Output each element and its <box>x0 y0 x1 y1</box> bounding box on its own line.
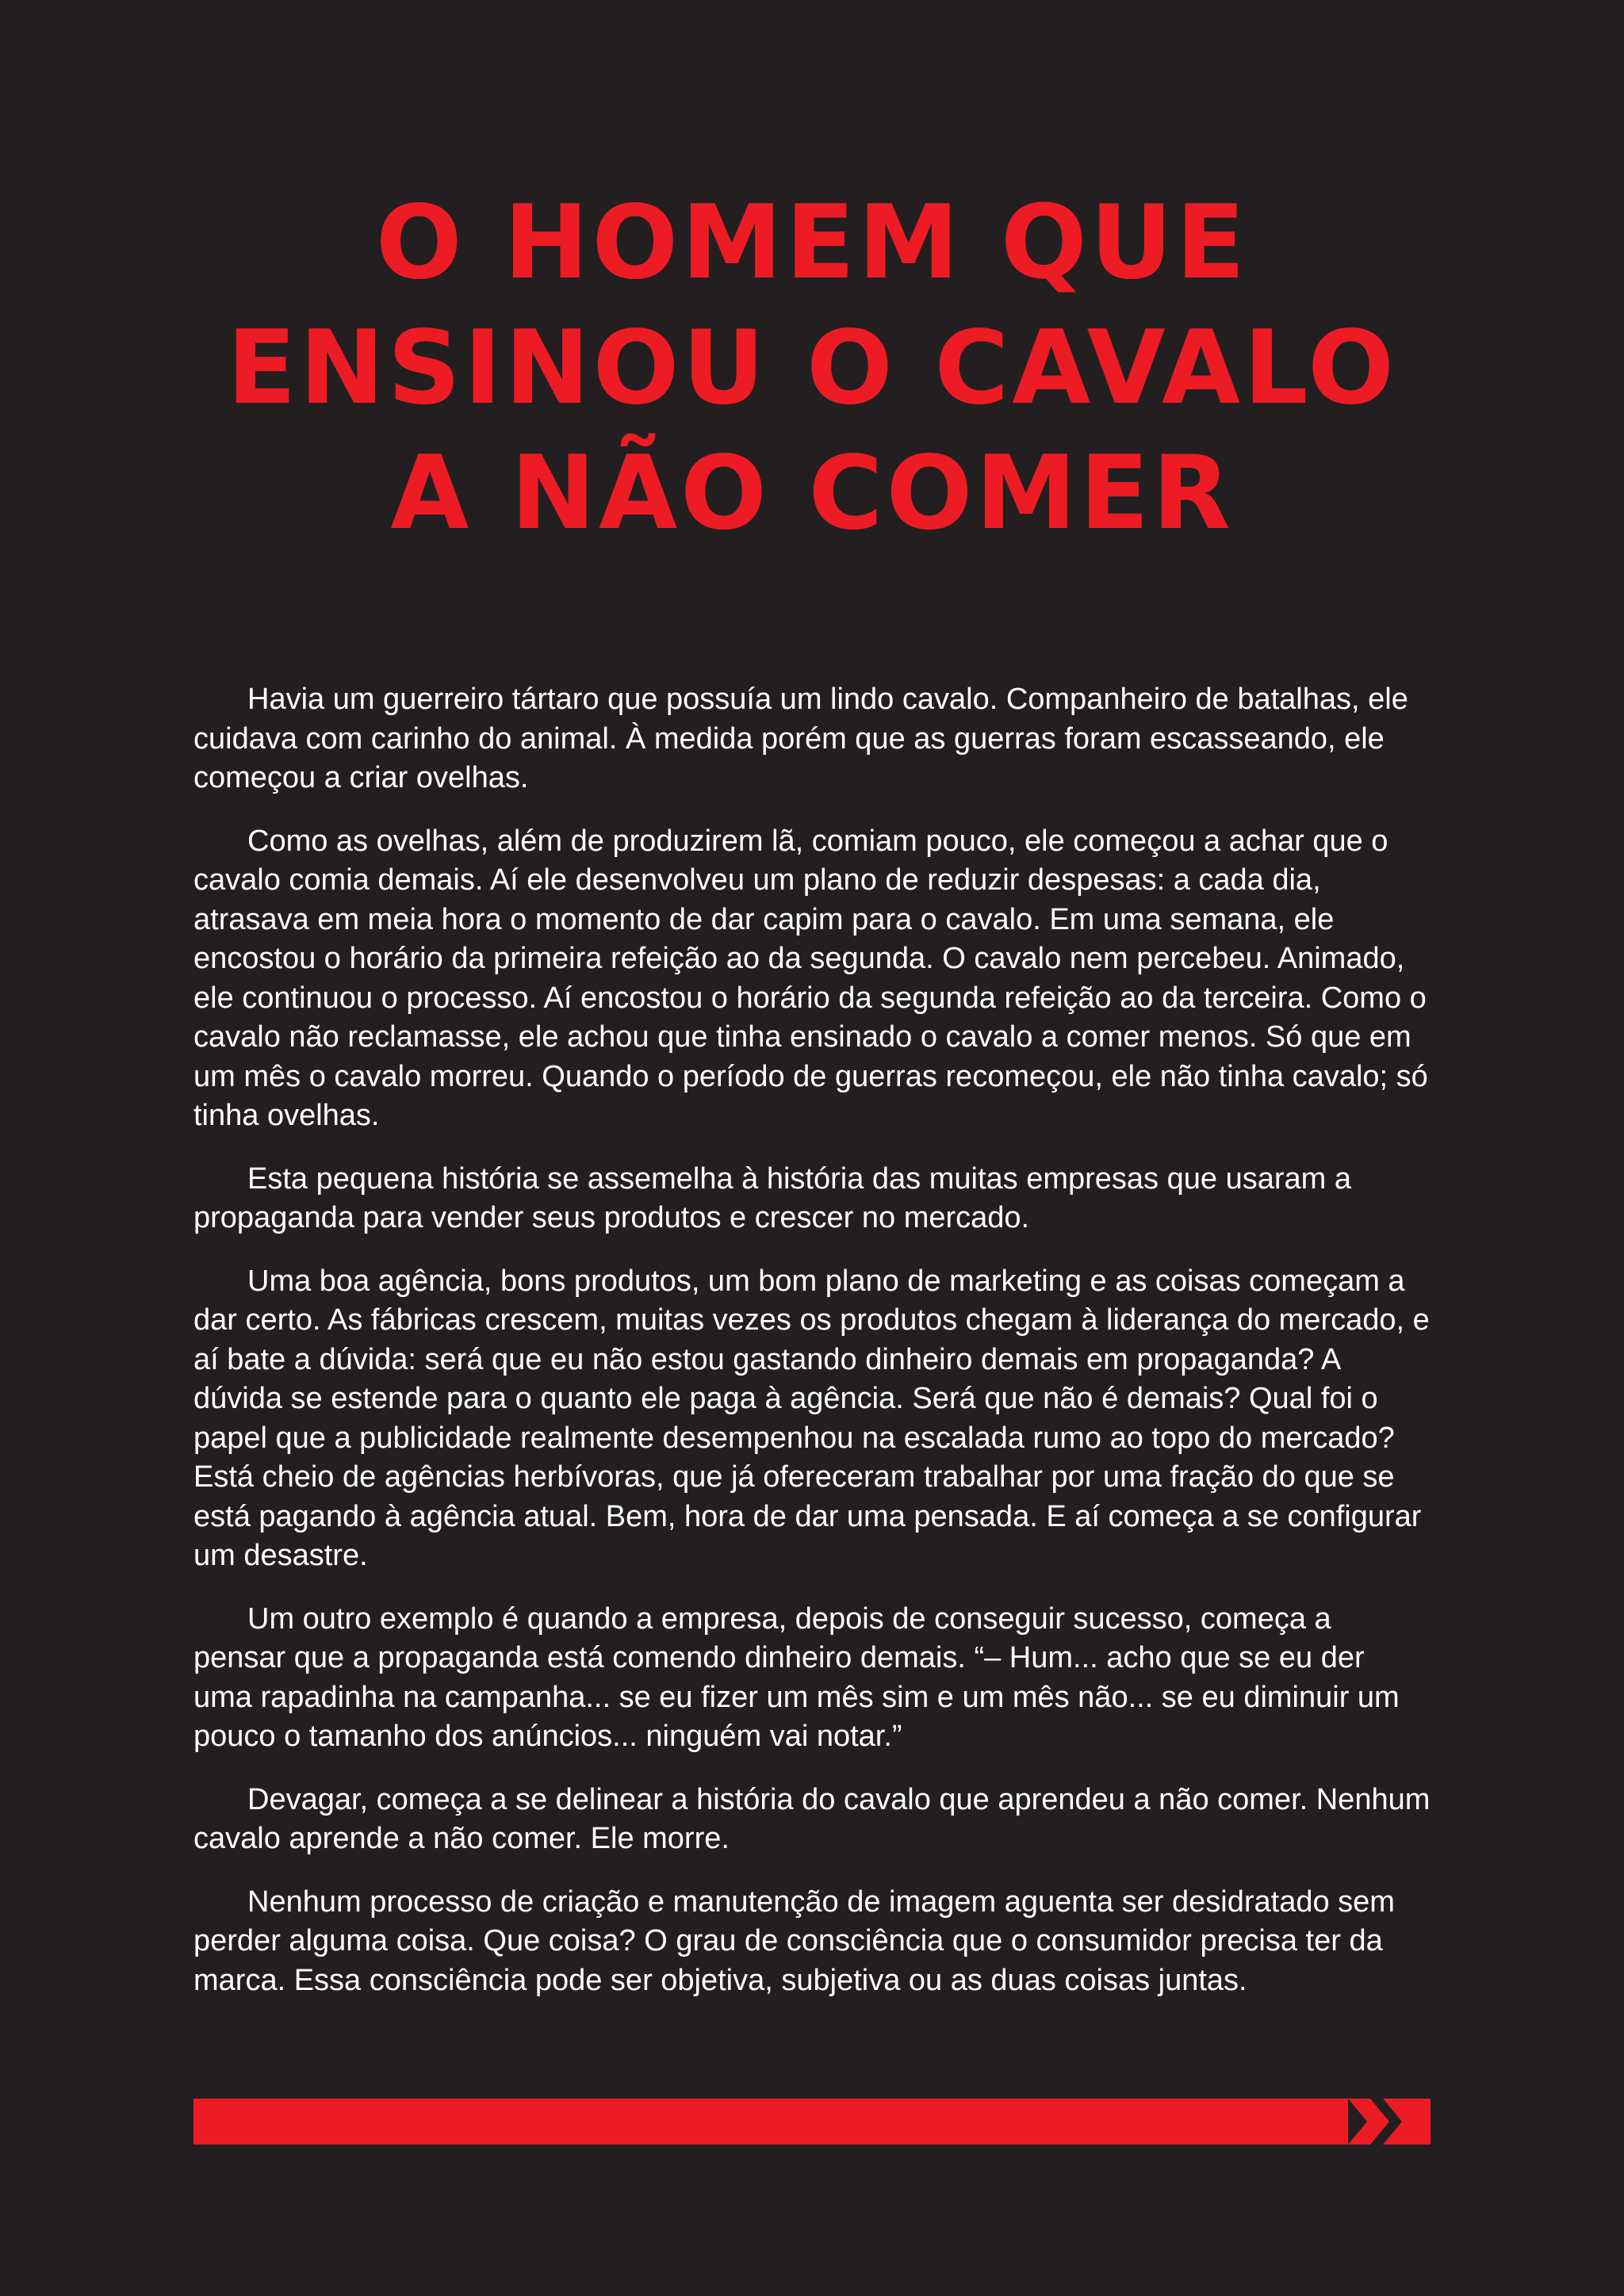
paragraph-6: Devagar, começa a se delinear a história do cavalo que aprendeu a não comer. Nenhum cavalo aprende a não comer. Ele morre. <box>193 1782 1431 1855</box>
paragraph-2: Como as ovelhas, além de produzirem lã, comiam pouco, ele começou a achar que o cavalo comia demais. Aí ele desenvolveu um plano de reduzir despesas: a cada dia, atrasava em meia hora o momento de dar capim para o cavalo. Em uma semana, ele encostou o horário da primeira refeição ao da segunda. O cavalo nem percebeu. Animado, ele continuou o processo. Aí encostou o horário da segunda refeição ao da terceira. Como o cavalo não reclamasse, ele achou que tinha ensinado o cavalo a comer menos. Só que em um mês o cavalo morreu. Quando o período de guerras recomeçou, ele não tinha cavalo; só tinha ovelhas. <box>193 824 1428 1132</box>
paragraph-3: Esta pequena história se assemelha à história das muitas empresas que usaram a propaganda para vender seus produtos e crescer no mercado. <box>193 1161 1351 1234</box>
paragraph-4: Uma boa agência, bons produtos, um bom plano de marketing e as coisas começam a dar certo. As fábricas crescem, muitas vezes os produtos chegam à liderança do mercado, e aí bate a dúvida: será que eu não estou gastando dinheiro demais em propaganda? A dúvida se estende para o quanto ele paga à agência. Será que não é demais? Qual foi o papel que a publicidade realmente desempenhou na escalada rumo ao topo do mercado? Está cheio de agências herbívoras, que já ofereceram trabalhar por uma fração do que se está pagando à agência atual. Bem, hora de dar uma pensada. E aí começa a se configurar um desastre. <box>193 1264 1430 1572</box>
paragraph-1: Havia um guerreiro tártaro que possuía um lindo cavalo. Companheiro de batalhas, ele cuidava com carinho do animal. À medida porém que as guerras foram escasseando, ele começou a criar ovelhas. <box>193 683 1408 794</box>
paragraph-5: Um outro exemplo é quando a empresa, depois de conseguir sucesso, começa a pensar que a propaganda está comendo dinheiro demais. “– Hum... acho que se eu der uma rapadinha na campanha... se eu fizer um mês sim e um mês não... se eu diminuir um pouco o tamanho dos anúncios... ninguém vai notar.” <box>193 1601 1400 1753</box>
title-line-2: ENSINOU O CAVALO <box>227 309 1397 427</box>
chevron-right-icon <box>1348 2099 1389 2145</box>
footer-arrow-graphic <box>193 2099 1431 2145</box>
title-line-1: O HOMEM QUE <box>375 184 1249 302</box>
page-title <box>0 181 1624 557</box>
title-line-3: A NÃO COMER <box>390 434 1234 553</box>
footer-arrow-bar <box>193 2099 1431 2145</box>
footer-bar-right <box>1383 2099 1431 2145</box>
footer-bar-left <box>193 2099 1348 2145</box>
article-body <box>193 680 1431 2024</box>
paragraph-7: Nenhum processo de criação e manutenção de imagem aguenta ser desidratado sem perder alguma coisa. Que coisa? O grau de consciência que o consumidor precisa ter da marca. Essa consciência pode ser objetiva, subjetiva ou as duas coisas juntas. <box>193 1885 1395 1997</box>
